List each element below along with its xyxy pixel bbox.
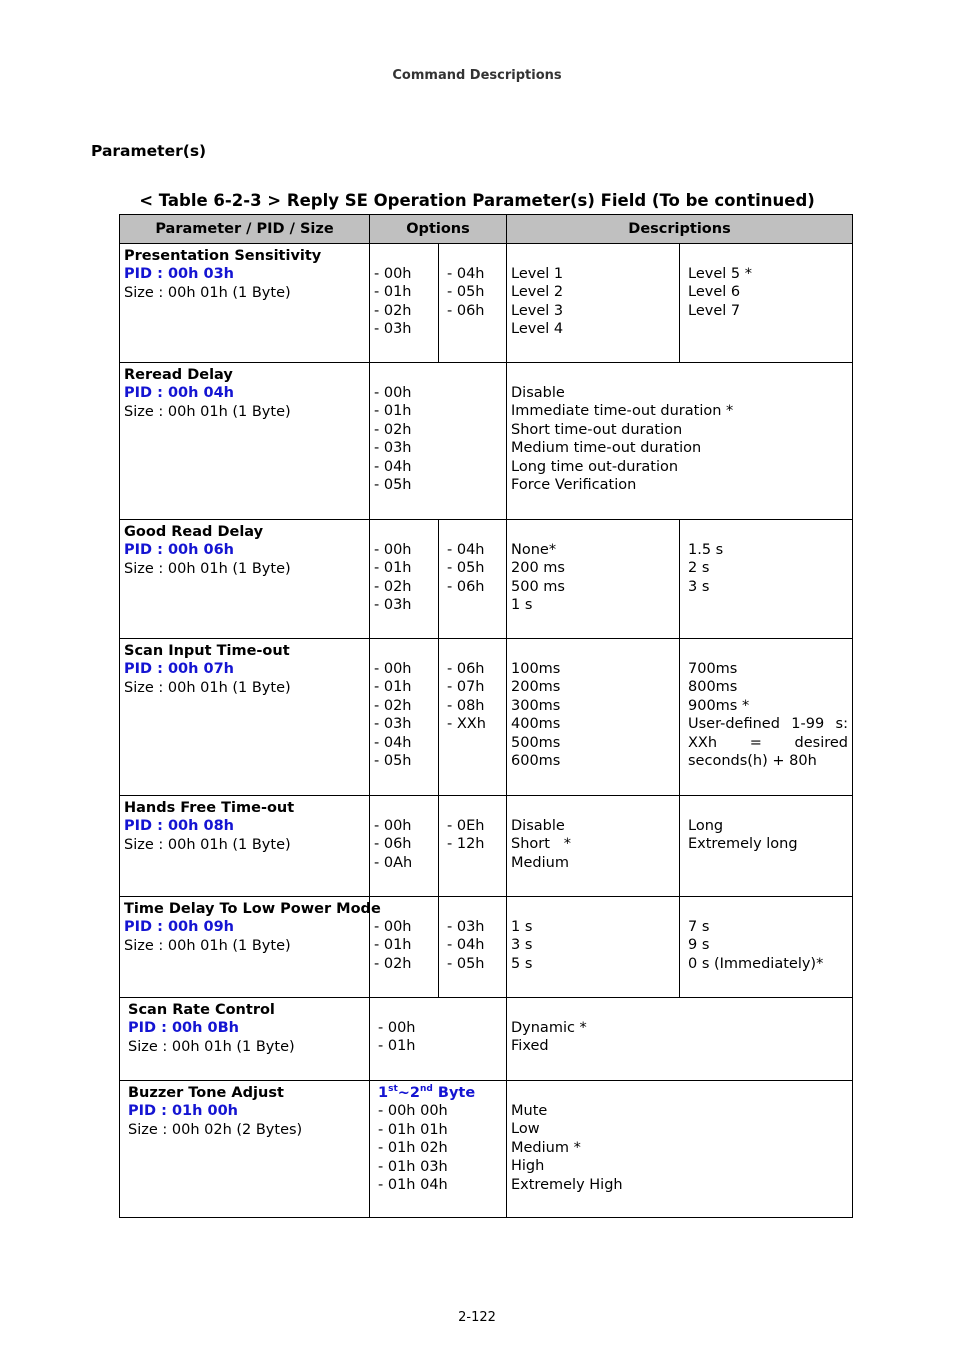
- description-justified-line: [688, 734, 848, 752]
- options-cell: [370, 363, 507, 520]
- option-value: - 05h: [447, 955, 485, 972]
- description-cell: [507, 897, 680, 998]
- description-cell: [680, 897, 853, 998]
- option-value: - 02h: [374, 578, 412, 595]
- description-cell: [507, 363, 853, 520]
- description-value: 200ms: [511, 679, 561, 696]
- column-header-options: Options: [370, 215, 507, 244]
- option-value: - 01h: [374, 937, 412, 954]
- parameter-size: Size : 00h 01h (1 Byte): [124, 284, 291, 301]
- description-value: 3 s: [688, 578, 710, 595]
- description-value: 800ms: [688, 679, 738, 696]
- options-cell: [370, 998, 507, 1081]
- description-value: 200 ms: [511, 560, 565, 577]
- description-value: Mute: [511, 1103, 548, 1119]
- description-value: 0 s (Immediately)*: [688, 955, 824, 972]
- description-value: 700ms: [688, 661, 738, 677]
- option-value: - 00h: [374, 919, 412, 935]
- option-value: - 00h: [374, 818, 412, 834]
- parameter-cell: [120, 244, 370, 363]
- option-value: - 08h: [447, 697, 485, 714]
- description-value: Short *: [511, 836, 571, 853]
- options-cell: [439, 639, 507, 796]
- option-value: - 12h: [447, 836, 485, 853]
- option-value: - 06h: [447, 302, 485, 319]
- description-value: 9 s: [688, 937, 710, 954]
- description-value: Level 7: [688, 302, 741, 319]
- description-word: XXh: [688, 734, 718, 751]
- description-value: Level 1: [511, 266, 564, 282]
- description-word: =: [749, 734, 762, 751]
- parameter-size: Size : 00h 02h (2 Bytes): [128, 1121, 303, 1138]
- description-value: 600ms: [511, 753, 561, 770]
- parameter-cell: [120, 363, 370, 520]
- description-value: Medium time-out duration: [511, 440, 702, 457]
- page-number: 2-122: [458, 1310, 496, 1325]
- parameter-pid: PID : 00h 06h: [124, 542, 235, 559]
- table-row: [120, 520, 853, 639]
- option-value: - 06h: [447, 578, 485, 595]
- parameter-name: Presentation Sensitivity: [124, 248, 322, 264]
- parameter-name: Good Read Delay: [124, 524, 264, 540]
- table-row: [120, 1081, 853, 1218]
- parameter-cell: [120, 1081, 370, 1218]
- option-value: - 03h: [447, 919, 485, 935]
- parameter-name: Time Delay To Low Power Mode: [124, 901, 381, 917]
- option-value: - 02h: [374, 697, 412, 714]
- options-cell: [370, 1081, 507, 1218]
- option-value: - 04h: [447, 542, 485, 558]
- option-value: - 00h: [374, 542, 412, 558]
- parameter-pid: PID : 00h 08h: [124, 818, 235, 835]
- option-value: - 05h: [447, 284, 485, 301]
- description-word: User-defined: [688, 716, 780, 733]
- description-value: Disable: [511, 818, 565, 834]
- description-cell: [680, 796, 853, 897]
- parameter-name: Reread Delay: [124, 367, 233, 383]
- description-value: 100ms: [511, 661, 561, 677]
- table-row: [120, 796, 853, 897]
- option-value: - 01h 03h: [378, 1158, 448, 1175]
- byte-range-heading: 1st~2nd Byte: [378, 1084, 476, 1101]
- description-value: Long: [688, 818, 724, 834]
- description-value: Force Verification: [511, 477, 637, 494]
- parameter-size: Size : 00h 01h (1 Byte): [124, 836, 291, 853]
- description-value: Medium: [511, 854, 569, 871]
- parameters-table: [119, 214, 853, 1218]
- parameter-cell: [120, 796, 370, 897]
- options-cell: [439, 520, 507, 639]
- options-cell: [439, 244, 507, 363]
- description-value: 3 s: [511, 937, 533, 954]
- table-caption: < Table 6-2-3 > Reply SE Operation Parameter(s) Field (To be continued): [139, 191, 815, 210]
- option-value: - 07h: [447, 679, 485, 696]
- description-value: Level 5 *: [688, 266, 752, 282]
- description-value: 500 ms: [511, 578, 565, 595]
- parameter-pid: PID : 00h 04h: [124, 385, 235, 402]
- options-cell: [370, 244, 439, 363]
- option-value: - 0Ah: [374, 854, 413, 871]
- description-word: desired: [794, 734, 849, 751]
- table-row: [120, 244, 853, 363]
- option-value: - 05h: [447, 560, 485, 577]
- parameter-name: Scan Input Time-out: [124, 643, 290, 659]
- option-value: - 01h 01h: [378, 1121, 448, 1138]
- description-word: 1-99: [791, 716, 825, 733]
- description-value: None*: [511, 542, 557, 558]
- parameter-size: Size : 00h 01h (1 Byte): [124, 560, 291, 577]
- description-value: High: [511, 1158, 545, 1175]
- parameter-cell: [120, 897, 381, 998]
- description-value: Extremely long: [688, 836, 798, 853]
- description-value: 500ms: [511, 734, 561, 751]
- option-value: - 00h: [374, 661, 412, 677]
- option-value: - 05h: [374, 477, 412, 494]
- description-value: Disable: [511, 385, 565, 401]
- parameter-pid: PID : 00h 03h: [124, 266, 235, 283]
- option-value: - 01h: [374, 560, 412, 577]
- option-value: - 01h 04h: [378, 1177, 448, 1194]
- description-value: Level 6: [688, 284, 741, 301]
- description-cell: [507, 244, 680, 363]
- option-value: - 01h: [374, 679, 412, 696]
- description-cell: [507, 998, 853, 1081]
- option-value: - 06h: [447, 661, 485, 677]
- parameter-name: Scan Rate Control: [128, 1002, 275, 1018]
- option-value: - 01h: [374, 403, 412, 420]
- parameter-size: Size : 00h 01h (1 Byte): [124, 679, 291, 696]
- option-value: - 03h: [374, 716, 412, 733]
- table-header-row: [120, 215, 853, 244]
- options-cell: [370, 520, 439, 639]
- description-value: Low: [511, 1121, 540, 1138]
- parameter-name: Buzzer Tone Adjust: [128, 1085, 284, 1101]
- option-value: - 0Eh: [447, 818, 485, 834]
- option-value: - 02h: [374, 421, 412, 438]
- description-cell: [507, 1081, 853, 1218]
- parameter-pid: PID : 00h 07h: [124, 661, 235, 678]
- description-cell: [680, 244, 853, 363]
- option-value: - 04h: [447, 266, 485, 282]
- description-word: s:: [835, 716, 848, 733]
- description-value: Medium *: [511, 1139, 581, 1156]
- option-value: - 04h: [374, 458, 412, 475]
- parameter-cell: [120, 998, 370, 1081]
- description-value: 1 s: [511, 919, 533, 935]
- column-header-descriptions: Descriptions: [507, 215, 853, 244]
- page-header: Command Descriptions: [392, 68, 562, 83]
- parameter-cell: [120, 520, 370, 639]
- description-value: Long time out-duration: [511, 458, 679, 475]
- options-cell: [439, 796, 507, 897]
- column-header-parameter: Parameter / PID / Size: [120, 215, 370, 244]
- options-cell: [439, 897, 507, 998]
- parameter-cell: [120, 639, 370, 796]
- description-value: seconds(h) + 80h: [688, 753, 817, 770]
- description-value: 400ms: [511, 716, 561, 733]
- description-value: 7 s: [688, 919, 710, 935]
- option-value: - 00h: [374, 385, 412, 401]
- option-value: - 01h: [374, 284, 412, 301]
- parameter-size: Size : 00h 01h (1 Byte): [124, 403, 291, 420]
- option-value: - 03h: [374, 440, 412, 457]
- parameter-size: Size : 00h 01h (1 Byte): [128, 1038, 295, 1055]
- description-value: Dynamic *: [511, 1020, 587, 1036]
- description-value: Short time-out duration: [511, 421, 683, 438]
- description-cell: [507, 796, 680, 897]
- option-value: - 01h 02h: [378, 1140, 448, 1157]
- description-cell: [507, 520, 680, 639]
- table-row: [120, 363, 853, 520]
- description-justified-line: [688, 715, 848, 733]
- parameter-pid: PID : 00h 0Bh: [128, 1020, 239, 1037]
- options-cell: [370, 796, 439, 897]
- description-value: 5 s: [511, 955, 533, 972]
- description-value: 900ms *: [688, 697, 750, 714]
- option-value: - 03h: [374, 321, 412, 338]
- section-title: Parameter(s): [91, 142, 207, 160]
- description-cell: [680, 639, 853, 796]
- option-value: - 00h 00h: [378, 1103, 448, 1120]
- option-value: - 06h: [374, 836, 412, 853]
- description-cell: [680, 520, 853, 639]
- option-value: - 02h: [374, 302, 412, 319]
- option-value: - 00h: [378, 1020, 416, 1036]
- description-value: 1 s: [511, 597, 533, 614]
- parameter-pid: PID : 01h 00h: [128, 1103, 239, 1120]
- description-value: 1.5 s: [688, 542, 724, 558]
- parameter-name: Hands Free Time-out: [124, 800, 295, 816]
- table-row: [120, 998, 853, 1081]
- description-value: Extremely High: [511, 1176, 623, 1193]
- option-value: - 02h: [374, 955, 412, 972]
- option-value: - 04h: [447, 937, 485, 954]
- description-value: 300ms: [511, 697, 561, 714]
- table-row: [120, 897, 853, 998]
- description-cell: [507, 639, 680, 796]
- parameter-size: Size : 00h 01h (1 Byte): [124, 937, 291, 954]
- option-value: - 00h: [374, 266, 412, 282]
- description-value: Level 3: [511, 302, 564, 319]
- option-value: - XXh: [447, 716, 486, 733]
- option-value: - 01h: [378, 1038, 416, 1055]
- options-cell: [370, 639, 439, 796]
- description-value: Level 2: [511, 284, 564, 301]
- option-value: - 05h: [374, 753, 412, 770]
- option-value: - 04h: [374, 734, 412, 751]
- description-value: Fixed: [511, 1038, 549, 1055]
- description-value: 2 s: [688, 560, 710, 577]
- parameter-pid: PID : 00h 09h: [124, 919, 235, 936]
- description-value: Level 4: [511, 321, 564, 338]
- table-row: [120, 639, 853, 796]
- description-value: Immediate time-out duration *: [511, 403, 734, 420]
- option-value: - 03h: [374, 597, 412, 614]
